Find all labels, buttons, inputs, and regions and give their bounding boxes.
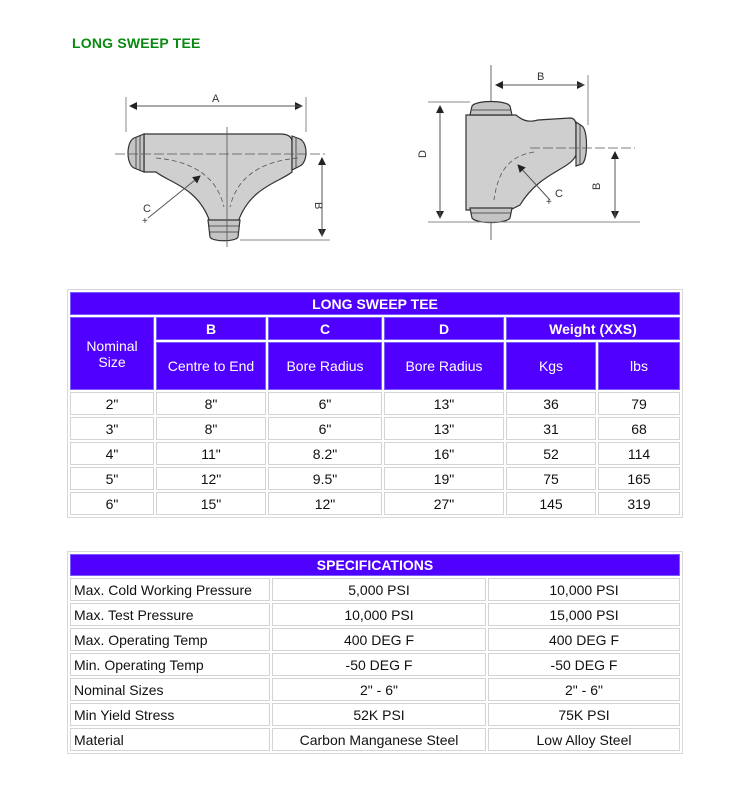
cell-d: 16" (384, 442, 504, 465)
spec-value-carbon: 5,000 PSI (272, 578, 486, 601)
table-row (70, 417, 680, 440)
cell-size: 4" (70, 442, 154, 465)
spec-label: Min. Operating Temp (70, 653, 270, 676)
cell-lbs: 319 (598, 492, 680, 515)
cell-size: 5" (70, 467, 154, 490)
column-header-d: D (384, 317, 504, 340)
column-header-b: B (156, 317, 266, 340)
subheader-bore-radius-c: Bore Radius (268, 342, 382, 390)
column-header-weight: Weight (XXS) (506, 317, 680, 340)
cell-b: 11" (156, 442, 266, 465)
spec-row (70, 703, 680, 726)
cell-kgs: 145 (506, 492, 596, 515)
spec-value-alloy: 15,000 PSI (488, 603, 680, 626)
subheader-lbs: lbs (598, 342, 680, 390)
subheader-centre-to-end: Centre to End (156, 342, 266, 390)
tee-front-view-drawing (110, 72, 360, 257)
spec-value-alloy: 75K PSI (488, 703, 680, 726)
cell-c: 6" (268, 392, 382, 415)
spec-row (70, 628, 680, 651)
cell-c: 8.2" (268, 442, 382, 465)
header-row-subs (70, 342, 680, 390)
cell-size: 2" (70, 392, 154, 415)
dimension-label-b-side: B (591, 182, 603, 190)
cell-c: 9.5" (268, 467, 382, 490)
spec-value-carbon: -50 DEG F (272, 653, 486, 676)
spec-value-alloy: Low Alloy Steel (488, 728, 680, 751)
table-row (70, 392, 680, 415)
spec-value-alloy: 2" - 6" (488, 678, 680, 701)
subheader-kgs: Kgs (506, 342, 596, 390)
cell-c: 6" (268, 417, 382, 440)
cell-b: 8" (156, 417, 266, 440)
spec-title-row (70, 554, 680, 576)
spec-row (70, 603, 680, 626)
spec-value-carbon: 10,000 PSI (272, 603, 486, 626)
spec-label: Nominal Sizes (70, 678, 270, 701)
svg-text:+: + (142, 216, 148, 227)
cell-size: 6" (70, 492, 154, 515)
dimensions-table (67, 289, 683, 518)
cell-size: 3" (70, 417, 154, 440)
cell-kgs: 31 (506, 417, 596, 440)
header-row-letters (70, 317, 680, 340)
cell-lbs: 68 (598, 417, 680, 440)
cell-c: 12" (268, 492, 382, 515)
spec-label: Max. Operating Temp (70, 628, 270, 651)
svg-text:+: + (546, 197, 552, 208)
spec-row (70, 678, 680, 701)
specifications-title: SPECIFICATIONS (70, 554, 680, 576)
subheader-bore-radius-d: Bore Radius (384, 342, 504, 390)
nominal-size-header (70, 317, 154, 390)
spec-value-alloy: -50 DEG F (488, 653, 680, 676)
cell-kgs: 52 (506, 442, 596, 465)
cell-kgs: 75 (506, 467, 596, 490)
spec-row (70, 653, 680, 676)
table-title-row (70, 292, 680, 315)
cell-b: 8" (156, 392, 266, 415)
spec-label: Material (70, 728, 270, 751)
cell-d: 27" (384, 492, 504, 515)
table-row (70, 442, 680, 465)
spec-row (70, 728, 680, 751)
nominal-size-label: Nominal Size (86, 337, 138, 370)
table-title: LONG SWEEP TEE (70, 292, 680, 315)
spec-value-carbon: 2" - 6" (272, 678, 486, 701)
spec-value-alloy: 400 DEG F (488, 628, 680, 651)
cell-b: 12" (156, 467, 266, 490)
cell-lbs: 165 (598, 467, 680, 490)
cell-lbs: 79 (598, 392, 680, 415)
spec-label: Max. Cold Working Pressure (70, 578, 270, 601)
dimension-label-c: C (555, 188, 563, 200)
spec-value-carbon: 400 DEG F (272, 628, 486, 651)
dimension-label-b-top: B (537, 71, 545, 83)
spec-row (70, 578, 680, 601)
cell-d: 19" (384, 467, 504, 490)
spec-label: Min Yield Stress (70, 703, 270, 726)
dimension-label-d: D (417, 150, 429, 158)
specifications-table (67, 551, 683, 754)
spec-value-carbon: Carbon Manganese Steel (272, 728, 486, 751)
spec-value-alloy: 10,000 PSI (488, 578, 680, 601)
page-title: LONG SWEEP TEE (72, 35, 201, 51)
table-row (70, 467, 680, 490)
cell-kgs: 36 (506, 392, 596, 415)
cell-lbs: 114 (598, 442, 680, 465)
dimension-label-b: B (312, 202, 324, 210)
cell-d: 13" (384, 417, 504, 440)
spec-label: Max. Test Pressure (70, 603, 270, 626)
column-header-c: C (268, 317, 382, 340)
cell-d: 13" (384, 392, 504, 415)
spec-value-carbon: 52K PSI (272, 703, 486, 726)
tee-side-view-drawing (410, 60, 660, 260)
table-row (70, 492, 680, 515)
dimension-label-a: A (212, 93, 220, 105)
cell-b: 15" (156, 492, 266, 515)
dimension-label-c: C (143, 203, 151, 215)
